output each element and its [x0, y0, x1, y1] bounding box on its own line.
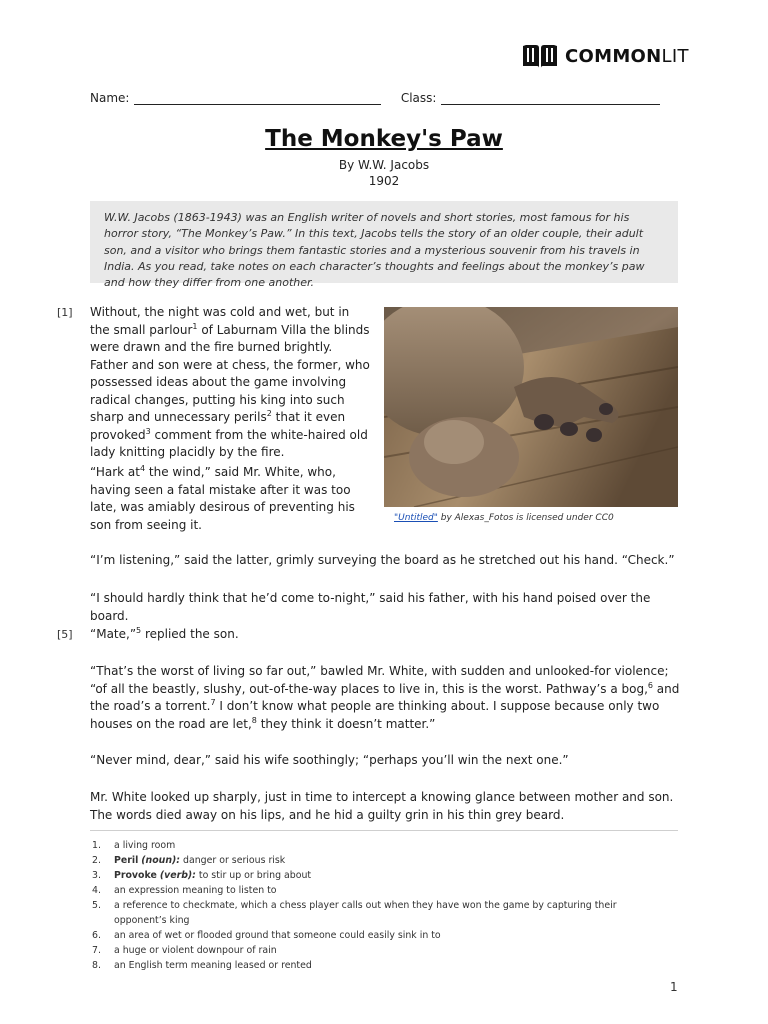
footnote-text: a living room	[114, 840, 176, 851]
footnote-item	[92, 853, 652, 868]
footnote-item	[92, 928, 652, 943]
paragraph-2: “Hark $at^4$ the wind,” said Mr. White, who, having seen a fatal mistake after it was too late, was amiably desirous of preventing his son from seeing it.	[90, 464, 355, 532]
footnote-text: Provoke (verb): to stir up or bring about	[114, 870, 312, 881]
footnote-text: an area of wet or flooded ground that someone could easily sink in to	[114, 930, 441, 941]
image-caption: "Untitled" by Alexas_Fotos is licensed under CC0	[394, 513, 614, 523]
footnotes-list	[92, 838, 652, 973]
footnote-text: Peril (noun): danger or serious risk	[114, 855, 286, 866]
footnote-item	[92, 883, 652, 898]
footnote-number: 6.	[92, 930, 101, 941]
paragraph-number: [5]	[57, 628, 73, 641]
footnote-item	[92, 898, 652, 928]
footnote-text: a huge or violent downpour of rain	[114, 945, 277, 956]
author: By W.W. Jacobs	[338, 158, 430, 172]
footnote-item	[92, 868, 652, 883]
footnote-item	[92, 838, 652, 853]
footnote-item	[92, 958, 652, 973]
footnote-part-of-speech: (verb):	[159, 870, 196, 881]
footnote-number: 5.	[92, 900, 101, 911]
monkey-paw-photo	[384, 307, 678, 507]
class-label: Class:	[400, 91, 437, 105]
image-source-link[interactable]: "Untitled"	[394, 513, 438, 523]
paragraph-7: “Never mind, dear,” said his wife soothingly; “perhaps you’ll win the next one.”	[90, 753, 569, 767]
footnote-term: Provoke	[114, 870, 157, 881]
footnote-number: 1.	[92, 840, 101, 851]
paragraph-number: [1]	[57, 306, 73, 319]
intro-box: W.W. Jacobs (1863-1943) was an English writer of novels and short stories, most famous for his horror story, “The Monkey’s Paw.” In this text, Jacobs tells the story of an older couple, their adult son, and a visitor who brings them fantastic stories and a mysterious souvenir from his travels in India. As you read, take notes on each character’s thoughts and feelings about the monkey’s paw and how they differ from one another.	[90, 201, 678, 283]
page-number: 1	[670, 980, 678, 994]
paragraph-5: “Mate,”$^5$ replied the son.	[90, 626, 239, 641]
page-title: The Monkey's Paw	[265, 126, 503, 152]
footnote-number: 7.	[92, 945, 101, 956]
footnote-text: an English term meaning leased or rented	[114, 960, 312, 971]
footnote-text: a reference to checkmate, which a chess player calls out when they have won the game by capturing their opponent’s king	[114, 900, 617, 926]
paragraph-1: Without, the night was cold and wet, but in the small parlour$^1$ of Laburnam Villa the blinds were drawn and the fire burned brightly. Father and son were at chess, the former, who possessed ideas about the game involving radical changes, putting his king into such sharp and unnecessary perils$^2$ that it even provoked$^3$ comment from the white-haired old lady knitting placidly by the fire.	[90, 305, 370, 459]
paragraph-3: “I’m listening,” said the latter, grimly surveying the board as he stretched out his hand. “Check.”	[90, 553, 675, 567]
footnote-item	[92, 943, 652, 958]
footnote-number: 4.	[92, 885, 101, 896]
footnote-number: 2.	[92, 855, 101, 866]
brand-name: COMMONLIT	[565, 45, 689, 67]
paragraph-8: Mr. White looked up sharply, just in time to intercept a knowing glance between mother and son. The words died away on his lips, and he hid a guilty grin in his thin grey beard.	[90, 790, 674, 822]
paragraph-6: “That’s the worst of living so far out,” bawled Mr. White, with sudden and unlooked-for violence; “of all the beastly, slushy, out-of-the-way places to live in, this is the worst. Pathway’s a bog,$^6$ and the road’s a torrent.$^7$ I don’t know what people are thinking about. I suppose because only two houses on the road are let,$^8$ they think it doesn’t matter.”	[90, 664, 680, 731]
name-field[interactable]	[134, 90, 380, 105]
footnote-number: 8.	[92, 960, 101, 971]
footnote-number: 3.	[92, 870, 101, 881]
commonlit-logo	[522, 42, 689, 70]
name-label: Name:	[90, 91, 130, 105]
monkey-paw-image	[384, 307, 678, 507]
year: 1902	[368, 174, 400, 188]
footnote-part-of-speech: (noun):	[141, 855, 181, 866]
class-field[interactable]	[441, 90, 660, 105]
student-info-row	[90, 90, 660, 105]
byline	[0, 157, 768, 189]
footnote-text: an expression meaning to listen to	[114, 885, 277, 896]
open-book-icon	[522, 42, 558, 70]
footnote-term: Peril	[114, 855, 139, 866]
paragraph-4: “I should hardly think that he’d come to-night,” said his father, with his hand poised over the board.	[90, 591, 651, 623]
footnote-divider	[90, 830, 678, 831]
